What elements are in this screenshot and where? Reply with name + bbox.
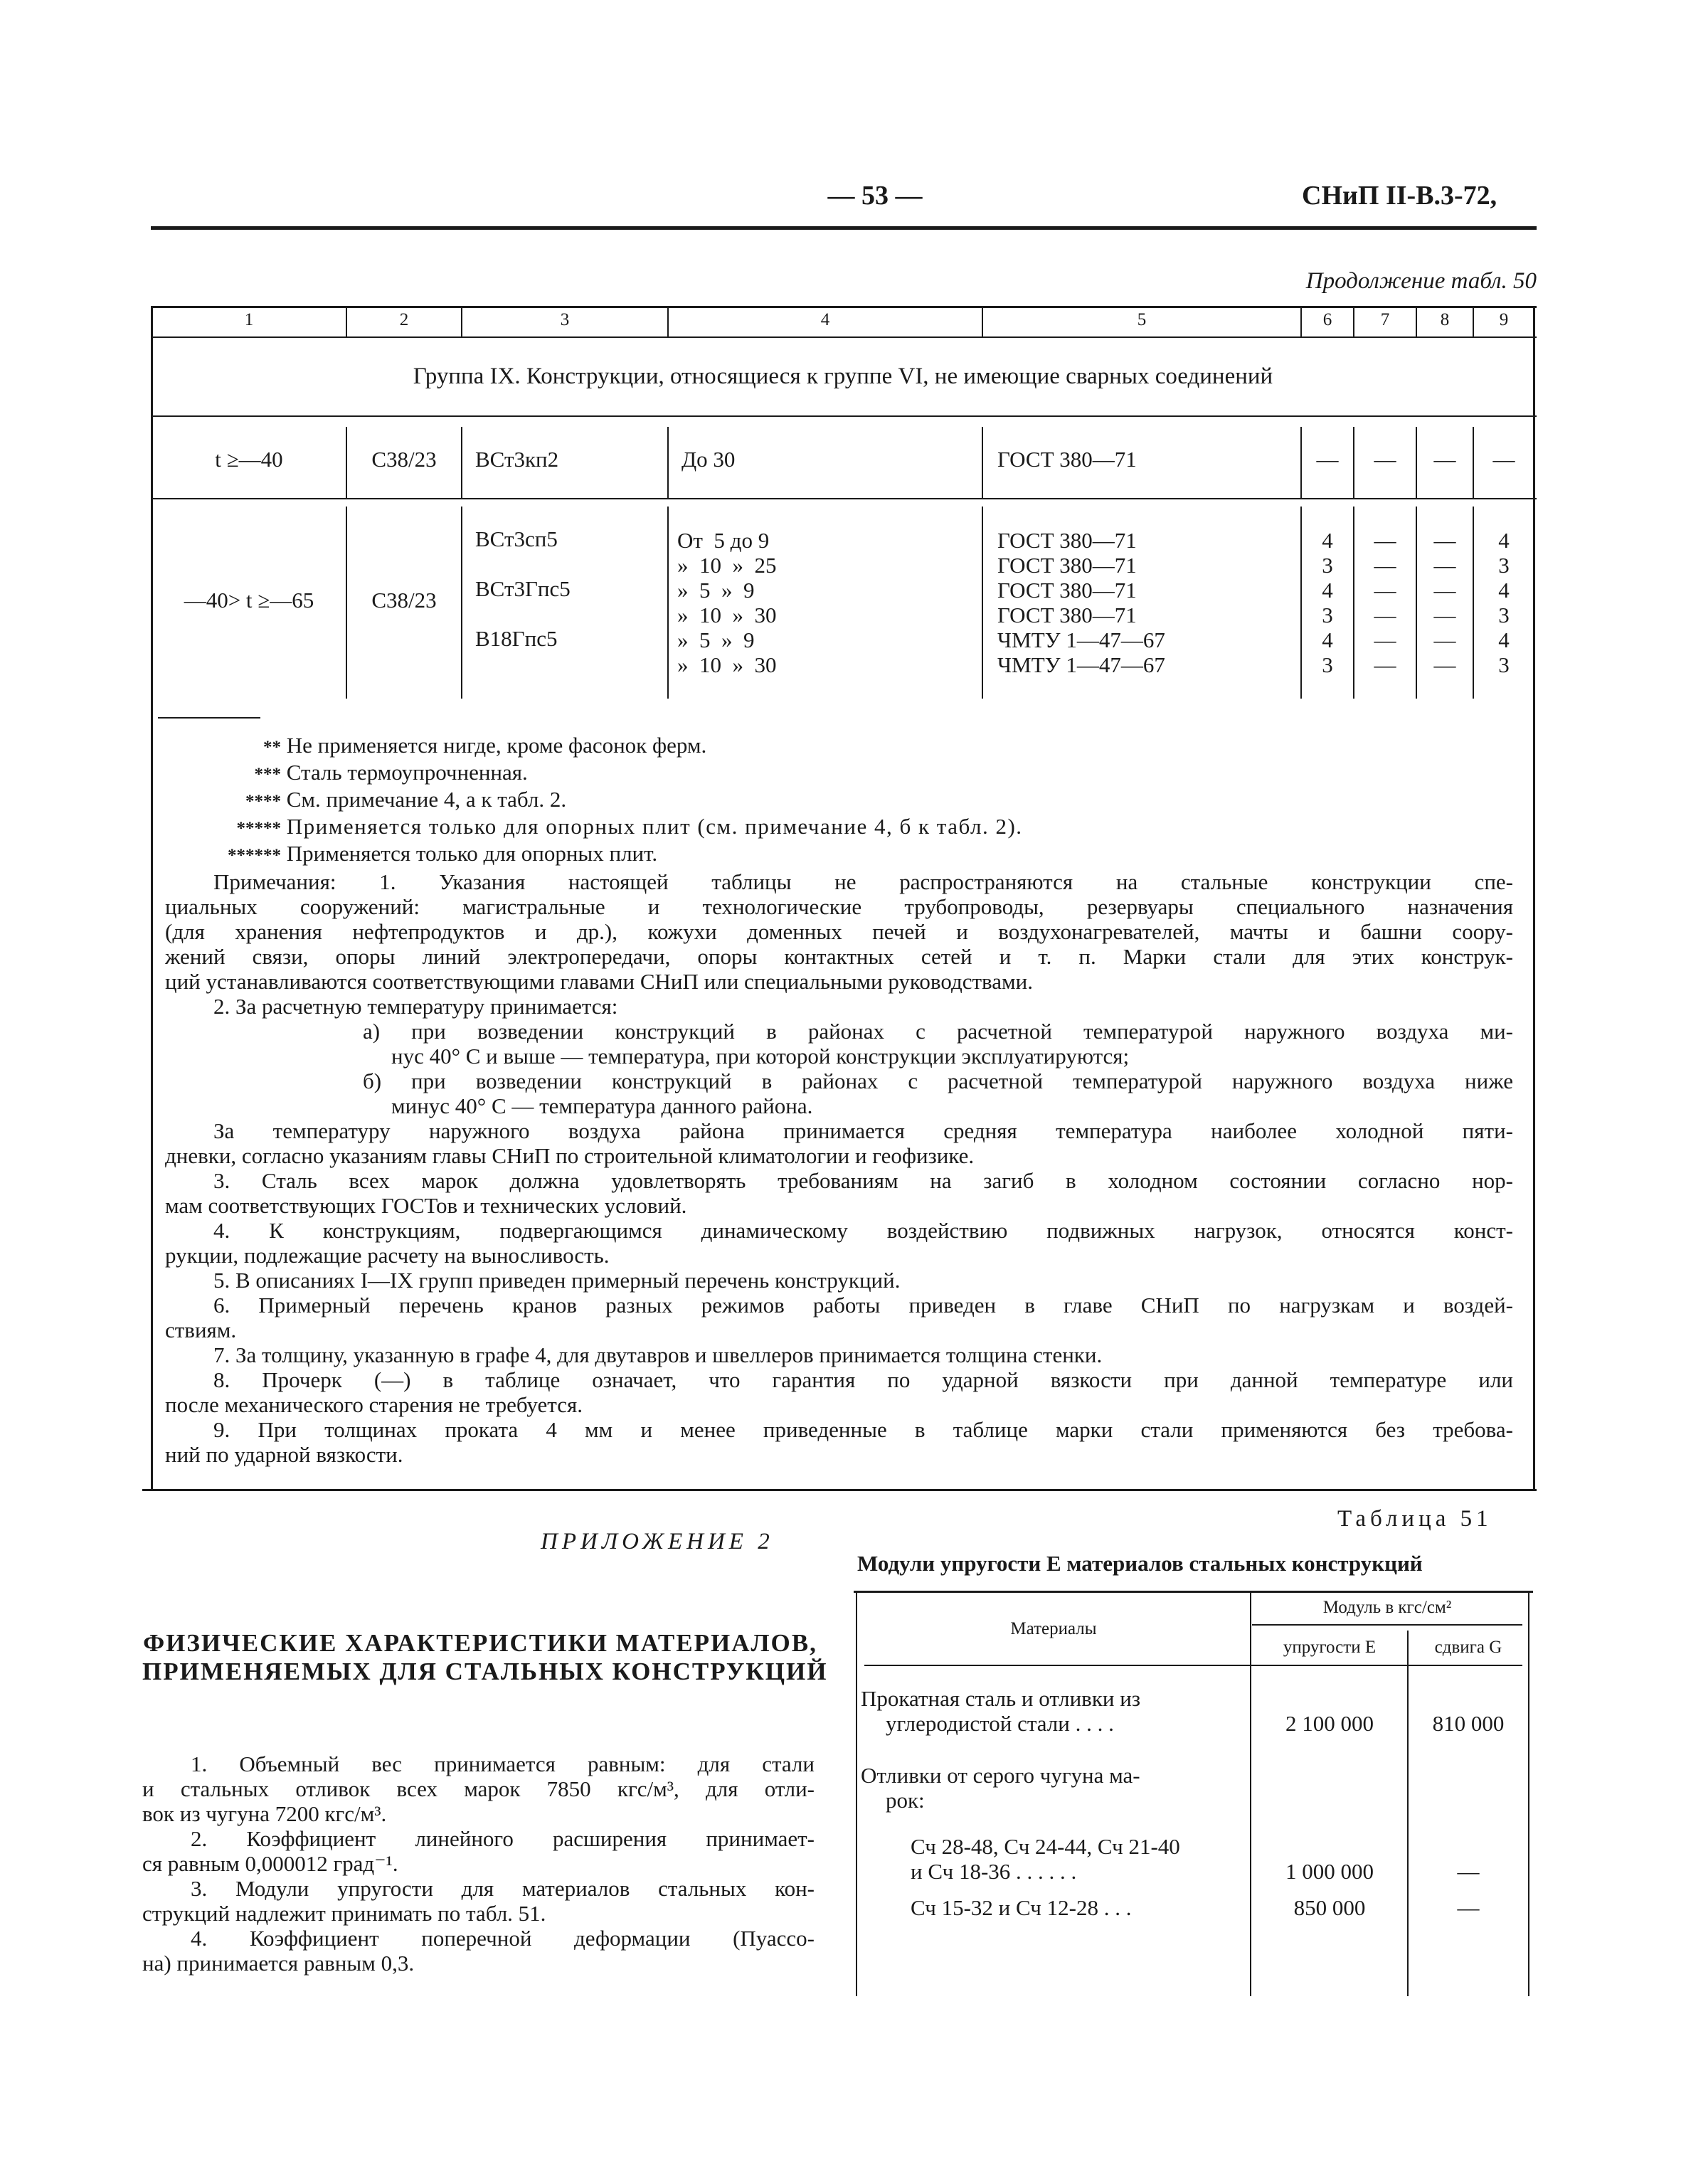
appendix-line: 3. Модули упругости для материалов стальных кон- xyxy=(191,1876,815,1901)
appendix-line: 2. Коэффициент линейного расширения принимает- xyxy=(191,1826,815,1851)
note-line: б) при возведении конструкций в районах с расчетной температурой наружного воздуха ниже xyxy=(363,1069,1513,1093)
note-line: мам соответствующих ГОСТов и технических условий. xyxy=(165,1193,687,1218)
cell-gost: ГОСТ 380—71 xyxy=(997,553,1137,578)
appendix-title-line: ПРИМЕНЯЕМЫХ ДЛЯ СТАЛЬНЫХ КОНСТРУКЦИЙ xyxy=(142,1658,828,1685)
appendix-line: вок из чугуна 7200 кгс/м³. xyxy=(142,1801,387,1826)
col-number: 8 xyxy=(1440,310,1450,329)
note-line: ций устанавливаются соответствующими главами СНиП или специальными руководствами. xyxy=(165,969,1033,994)
footnote: ****** Применяется только для опорных плит. xyxy=(228,841,658,866)
appendix-line: струкций надлежит принимать по табл. 51. xyxy=(142,1901,546,1926)
note-line: 5. В описаниях I—IX групп приведен примерный перечень конструкций. xyxy=(213,1268,901,1293)
appendix-label: ПРИЛОЖЕНИЕ 2 xyxy=(541,1529,774,1554)
note-line: жений связи, опоры линий электропередачи, опоры контактных сетей и т. п. Марки стали для этих конструк- xyxy=(165,944,1513,969)
col-number: 6 xyxy=(1322,310,1332,329)
col-number: 1 xyxy=(244,310,254,329)
cell-col9: 3 xyxy=(1498,652,1510,677)
col-number: 2 xyxy=(399,310,409,329)
cell-thickness: » 5 » 9 xyxy=(677,627,755,652)
cell-col6: — xyxy=(1316,447,1339,472)
cell-thickness: От 5 до 9 xyxy=(677,528,770,553)
table-continuation-label: Продолжение табл. 50 xyxy=(1305,268,1537,294)
cell-temperature: —40> t ≥—65 xyxy=(184,588,314,613)
cell-modulus-e: 850 000 xyxy=(1293,1895,1366,1920)
appendix-line: и стальных отливок всех марок 7850 кгс/м³, для отли- xyxy=(142,1776,815,1801)
cell-col9-list xyxy=(1474,528,1534,677)
cell-col8: — xyxy=(1433,603,1456,627)
note-line: циальных сооружений: магистральные и технологические трубопроводы, резервуары специального назначения xyxy=(165,894,1513,919)
cell-col7-list xyxy=(1354,528,1416,677)
cell-col8: — xyxy=(1433,447,1456,472)
cell-col9: 3 xyxy=(1498,603,1510,627)
cell-col9: 4 xyxy=(1498,578,1510,603)
cell-material: и Сч 18-36 . . . . . . xyxy=(911,1859,1077,1884)
header-modulus: Модуль в кгс/см² xyxy=(1322,1598,1452,1617)
cell-col8: — xyxy=(1433,553,1456,578)
cell-thickness-list xyxy=(677,528,777,677)
note-line: минус 40° С — температура данного района. xyxy=(391,1093,813,1118)
appendix-line: 1. Объемный вес принимается равным: для стали xyxy=(191,1751,815,1776)
cell-thickness: » 10 » 30 xyxy=(677,603,777,627)
col-number: 5 xyxy=(1137,310,1147,329)
footnote-rule xyxy=(158,717,260,719)
cell-steel: С38/23 xyxy=(371,588,437,613)
note-line: 9. При толщинах проката 4 мм и менее приведенные в таблице марки стали применяются без требова- xyxy=(213,1417,1513,1442)
cell-col7: — xyxy=(1374,578,1396,603)
cell-material: Сч 28-48, Сч 24-44, Сч 21-40 xyxy=(911,1834,1180,1859)
cell-material: Отливки от серого чугуна ма- xyxy=(861,1763,1140,1788)
cell-thickness: » 10 » 25 xyxy=(677,553,777,578)
cell-gost: ЧМТУ 1—47—67 xyxy=(997,652,1165,677)
note-line: 2. За расчетную температуру принимается: xyxy=(213,994,618,1019)
note-line: ний по ударной вязкости. xyxy=(165,1442,403,1467)
cell-mark: ВСт3сп5 xyxy=(475,526,558,551)
document-code: СНиП II-В.3-72, xyxy=(1302,181,1497,211)
cell-col6: 3 xyxy=(1322,553,1333,578)
cell-col7: — xyxy=(1374,447,1396,472)
cell-col8: — xyxy=(1433,627,1456,652)
cell-col7: — xyxy=(1374,652,1396,677)
cell-col8: — xyxy=(1433,578,1456,603)
note-line: после механического старения не требуется. xyxy=(165,1392,583,1417)
table-51-label: Таблица 51 xyxy=(1337,1506,1492,1532)
footnotes xyxy=(160,733,1023,868)
cell-material: Сч 15-32 и Сч 12-28 . . . xyxy=(911,1895,1132,1920)
cell-col9: 4 xyxy=(1498,528,1510,553)
appendix-title-line: ФИЗИЧЕСКИЕ ХАРАКТЕРИСТИКИ МАТЕРИАЛОВ, xyxy=(143,1629,817,1657)
col-number: 7 xyxy=(1380,310,1390,329)
cell-modulus-g: — xyxy=(1457,1859,1480,1884)
cell-mark: В18Гпс5 xyxy=(475,626,558,651)
cell-thickness: До 30 xyxy=(682,447,736,472)
cell-gost: ГОСТ 380—71 xyxy=(997,603,1137,627)
appendix-line: на) принимается равным 0,3. xyxy=(142,1951,415,1976)
cell-gost: ГОСТ 380—71 xyxy=(997,447,1137,472)
col-number: 9 xyxy=(1499,310,1509,329)
cell-gost: ГОСТ 380—71 xyxy=(997,528,1137,553)
cell-modulus-g: 810 000 xyxy=(1432,1711,1505,1736)
note-line: а) при возведении конструкций в районах с расчетной температурой наружного воздуха ми- xyxy=(363,1019,1513,1044)
cell-col8: — xyxy=(1433,652,1456,677)
cell-col7: — xyxy=(1374,553,1396,578)
note-line: нус 40° С и выше — температура, при которой конструкции эксплуатируются; xyxy=(391,1044,1130,1069)
cell-thickness: » 10 » 30 xyxy=(677,652,777,677)
note-line: 6. Примерный перечень кранов разных режимов работы приведен в главе СНиП по нагрузкам и воздей- xyxy=(213,1293,1513,1318)
note-line: 3. Сталь всех марок должна удовлетворять требованиям на загиб в холодном состоянии согласно нор- xyxy=(213,1168,1513,1193)
cell-col7: — xyxy=(1374,603,1396,627)
note-line: ствиям. xyxy=(165,1318,237,1342)
header-rule xyxy=(151,226,1537,230)
footnote: ** Не применяется нигде, кроме фасонок ферм. xyxy=(263,733,707,758)
note-line: рукции, подлежащие расчету на выносливость. xyxy=(165,1243,610,1268)
cell-steel: С38/23 xyxy=(371,447,437,472)
table-51-caption: Модули упругости E материалов стальных конструкций xyxy=(857,1551,1423,1576)
cell-col6: 4 xyxy=(1322,528,1333,553)
col-number: 4 xyxy=(820,310,830,329)
note-line: За температуру наружного воздуха района принимается средняя температура наиболее холодной пяти- xyxy=(213,1118,1513,1143)
appendix-body xyxy=(142,1751,815,1976)
cell-thickness: » 5 » 9 xyxy=(677,578,755,603)
cell-col6: 3 xyxy=(1322,652,1333,677)
note-line: 7. За толщину, указанную в графе 4, для двутавров и швеллеров принимается толщина стенки. xyxy=(213,1342,1103,1367)
header-modulus-e: упругости E xyxy=(1283,1638,1377,1657)
cell-mark: ВСт3кп2 xyxy=(475,447,559,472)
note-line: (для хранения нефтепродуктов и др.), кожухи доменных печей и воздухонагревателей, мачты и башни соору- xyxy=(165,919,1513,944)
cell-col6: 4 xyxy=(1322,627,1333,652)
cell-gost: ГОСТ 380—71 xyxy=(997,578,1137,603)
footnote: *** Сталь термоупрочненная. xyxy=(254,760,528,785)
cell-col9: 4 xyxy=(1498,627,1510,652)
cell-temperature: t ≥—40 xyxy=(215,447,283,472)
cell-col8-list xyxy=(1417,528,1473,677)
header-modulus-g: сдвига G xyxy=(1434,1638,1502,1657)
cell-material: Прокатная сталь и отливки из xyxy=(861,1686,1141,1711)
cell-col8: — xyxy=(1433,528,1456,553)
col-number: 3 xyxy=(560,310,570,329)
cell-col9: — xyxy=(1492,447,1515,472)
table-notes xyxy=(165,869,1513,1467)
appendix-title xyxy=(142,1629,828,1686)
cell-material: рок: xyxy=(886,1788,925,1813)
cell-modulus-e: 1 000 000 xyxy=(1285,1859,1374,1884)
cell-col7: — xyxy=(1374,627,1396,652)
cell-col7: — xyxy=(1374,528,1396,553)
note-line: 8. Прочерк (—) в таблице означает, что гарантия по ударной вязкости при данной температуре или xyxy=(213,1367,1513,1392)
note-line: 4. К конструкциям, подвергающимся динамическому воздействию подвижных нагрузок, относятся конст- xyxy=(213,1218,1513,1243)
note-line: Примечания: 1. Указания настоящей таблицы не распространяются на стальные конструкции спе- xyxy=(213,869,1513,894)
appendix-line: 4. Коэффициент поперечной деформации (Пуассо- xyxy=(191,1926,815,1951)
header-materials: Материалы xyxy=(1010,1619,1097,1638)
cell-col6-list xyxy=(1302,528,1353,677)
appendix-line: ся равным 0,000012 град⁻¹. xyxy=(142,1851,398,1876)
cell-col6: 3 xyxy=(1322,603,1333,627)
note-line: дневки, согласно указаниям главы СНиП по строительной климатологии и геофизике. xyxy=(165,1143,975,1168)
cell-modulus-e: 2 100 000 xyxy=(1285,1711,1374,1736)
cell-material: углеродистой стали . . . . xyxy=(886,1711,1114,1736)
footnote: ***** Применяется только для опорных плит (см. примечание 4, б к табл. 2). xyxy=(236,814,1023,839)
cell-gost-list xyxy=(997,528,1165,677)
cell-col9: 3 xyxy=(1498,553,1510,578)
cell-gost: ЧМТУ 1—47—67 xyxy=(997,627,1165,652)
page-number: — 53 — xyxy=(827,181,923,211)
footnote: **** См. примечание 4, а к табл. 2. xyxy=(245,787,567,812)
cell-modulus-g: — xyxy=(1457,1895,1480,1920)
cell-col6: 4 xyxy=(1322,578,1333,603)
group-title: Группа IX. Конструкции, относящиеся к группе VI, не имеющие сварных соединений xyxy=(413,364,1273,389)
cell-mark: ВСт3Гпс5 xyxy=(475,576,571,601)
